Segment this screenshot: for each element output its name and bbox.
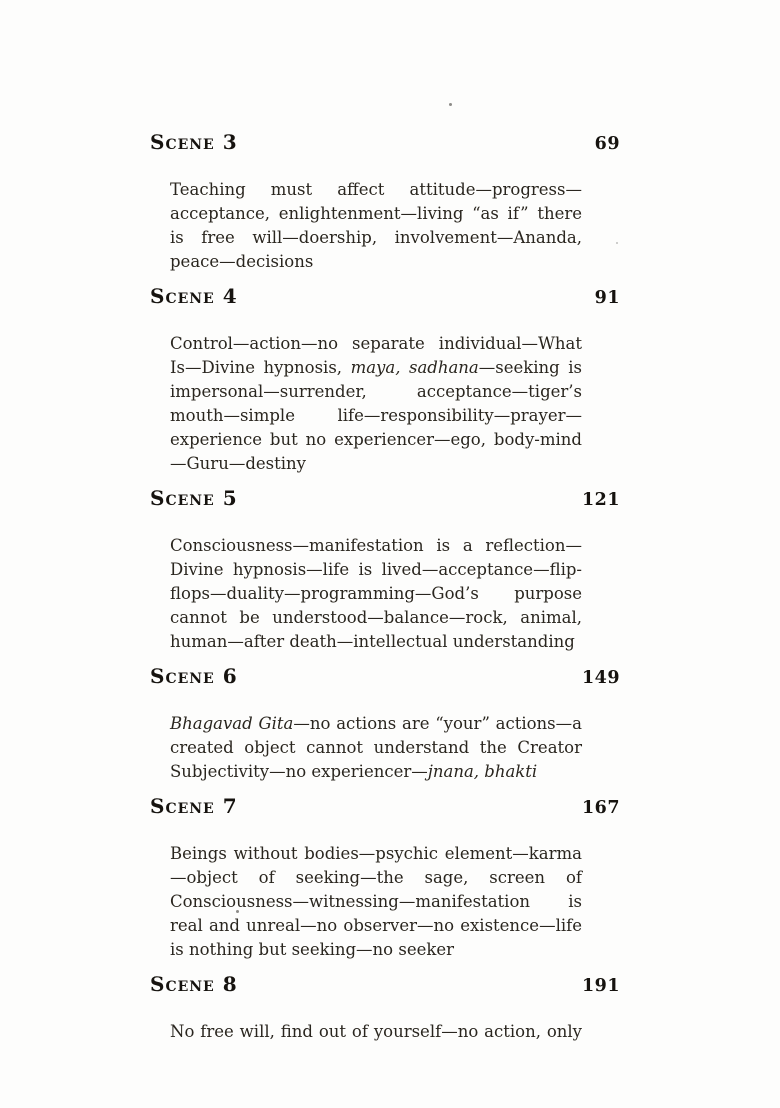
- description-text: Beings without bodies—psychic element—karma—object of seeking—the sage, screen of Consciousness—witnessing—manifestation is real and unreal—no observer—no existence—life is nothing but seeking—no seeker: [170, 844, 582, 959]
- scene-header-row: [150, 794, 620, 818]
- scene-header-row: [150, 972, 620, 996]
- scene-header-row: [150, 486, 620, 510]
- scene-description: [170, 332, 582, 476]
- scene-description: [170, 1020, 582, 1044]
- description-text: No free will, find out of yourself—no action, only: [170, 1022, 582, 1041]
- scene-header-row: [150, 130, 620, 154]
- scene-heading: Scene 4: [150, 284, 238, 308]
- scene-heading: Scene 8: [150, 972, 238, 996]
- table-of-contents: [150, 130, 620, 1044]
- description-text: Control—action—no separate individual—What Is—Divine hypnosis,: [170, 334, 582, 377]
- italic-term: Bhagavad Gita: [170, 714, 294, 733]
- scan-speck: [449, 103, 452, 106]
- description-text: —seeking is impersonal—surrender, acceptance—tiger’s mouth—simple life—responsibility—prayer—experience but no experiencer—ego, body-mind—Guru—destiny: [170, 358, 583, 473]
- toc-scene-entry: [150, 794, 620, 962]
- description-text: —no actions are “your” actions—a created object cannot understand the Creator Subjectivity—no experiencer—: [170, 714, 582, 781]
- toc-scene-entry: [150, 130, 620, 274]
- scene-heading: Scene 5: [150, 486, 238, 510]
- description-text: Teaching must affect attitude—progress—acceptance, enlightenment—living “as if” there is free will—doership, involvement—Ananda, peace—decisions: [170, 180, 582, 271]
- scene-header-row: [150, 664, 620, 688]
- scene-page-number: 167: [581, 798, 620, 818]
- scene-description: [170, 712, 582, 784]
- description-text: Consciousness—manifestation is a reflection—Divine hypnosis—life is lived—acceptance—flip-flops—duality—programming—God’s purpose cannot be understood—balance—rock, animal, human—after death—intellectual understanding: [170, 536, 582, 651]
- scene-description: [170, 178, 582, 274]
- toc-scene-entry: [150, 972, 620, 1044]
- toc-scene-entry: [150, 486, 620, 654]
- scene-page-number: 191: [581, 976, 620, 996]
- scene-page-number: 149: [581, 668, 620, 688]
- scene-description: [170, 842, 582, 962]
- scene-heading: Scene 7: [150, 794, 238, 818]
- scene-heading: Scene 3: [150, 130, 238, 154]
- italic-term: maya, sadhana: [350, 358, 479, 377]
- toc-scene-entry: [150, 664, 620, 784]
- scene-description: [170, 534, 582, 654]
- scene-page-number: 121: [581, 490, 620, 510]
- scene-heading: Scene 6: [150, 664, 238, 688]
- scene-header-row: [150, 284, 620, 308]
- scene-page-number: 91: [594, 288, 620, 308]
- scene-page-number: 69: [594, 134, 620, 154]
- toc-scene-entry: [150, 284, 620, 476]
- italic-term: jnana, bhakti: [427, 762, 538, 781]
